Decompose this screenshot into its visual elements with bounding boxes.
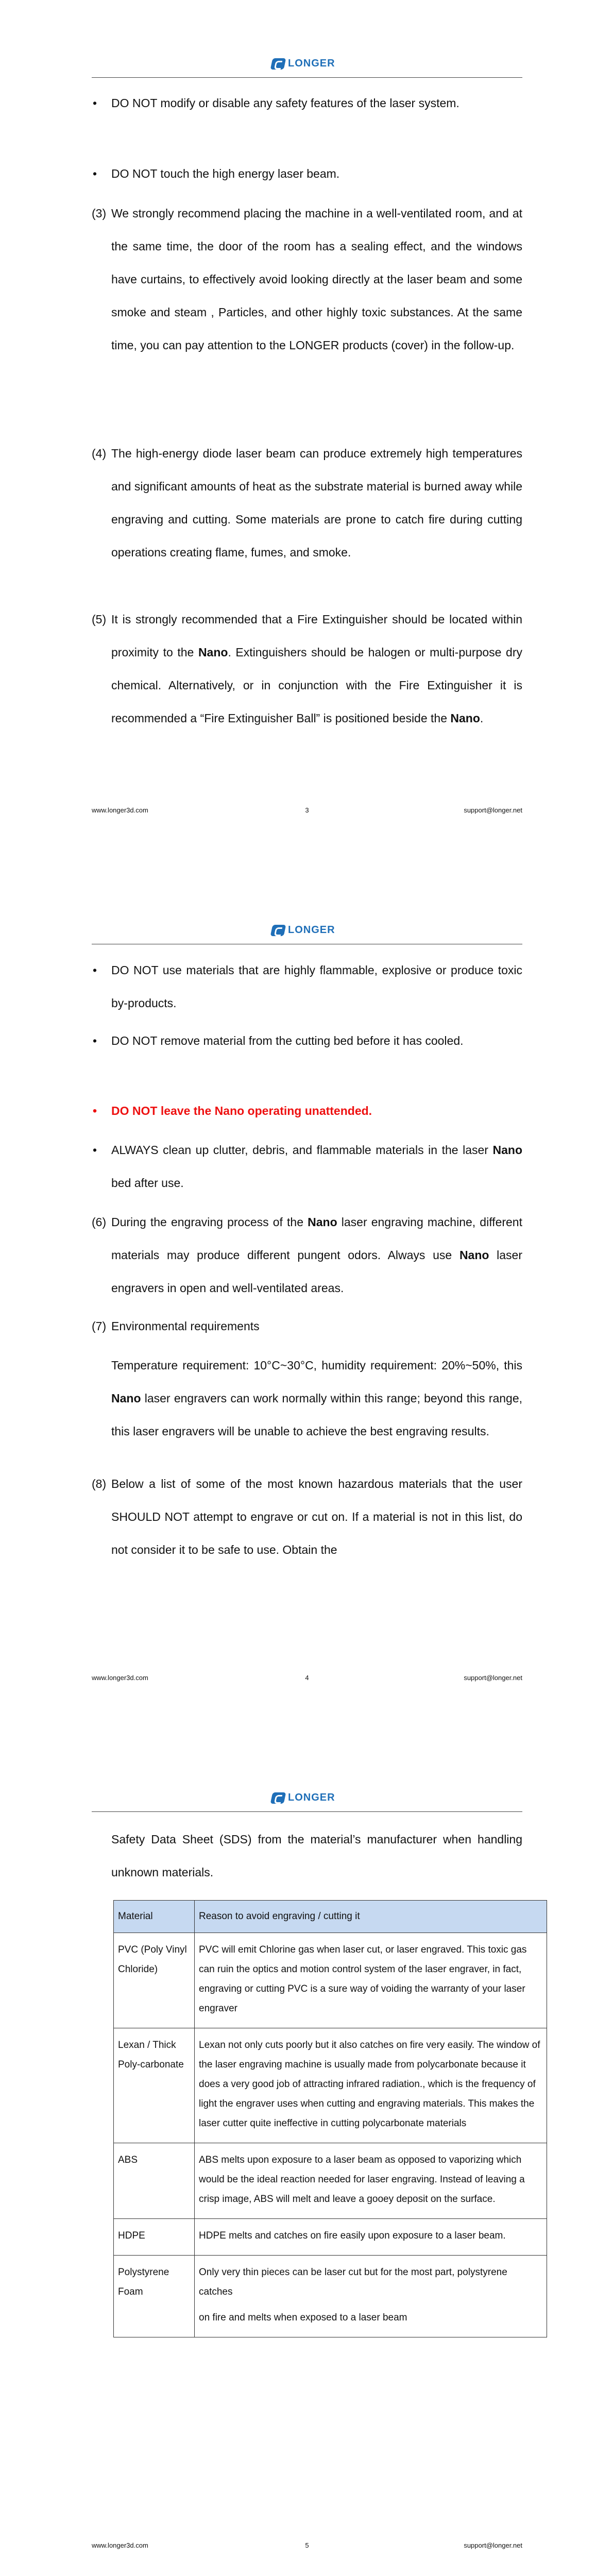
bullet-text: DO NOT use materials that are highly flammable, explosive or produce toxic by-products. [111, 963, 522, 1010]
footer-email: support@longer.net [464, 1674, 522, 1682]
paragraph-text: During the engraving process of the Nano laser engraving machine, different materials may produce different pungent odors. Always use Nano laser engravers in open and well-ventilated areas. [111, 1215, 522, 1295]
material-cell: HDPE [114, 2219, 195, 2256]
table-row [114, 2219, 547, 2256]
page-number: 5 [305, 2541, 309, 2549]
reason-text: Only very thin pieces can be laser cut but for the most part, polystyrene catches [199, 2267, 507, 2297]
paragraph-text: Safety Data Sheet (SDS) from the material’s manufacturer when handling unknown materials. [111, 1833, 522, 1879]
footer-website: www.longer3d.com [92, 806, 148, 814]
paragraph-text: It is strongly recommended that a Fire Extinguisher should be located within proximity to the Nano. Extinguishers should be halogen or multi-purpose dry chemical. Alternatively, or in conjunction with the Fire Extinguisher it is recommended a “Fire Extinguisher Ball” is positioned beside the Nano. [111, 613, 522, 725]
bullet-icon: • [93, 1143, 97, 1157]
brand-name: LONGER [288, 58, 335, 69]
paragraph-number: (5) [92, 613, 107, 626]
paragraph-text: Below a list of some of the most known hazardous materials that the user SHOULD NOT attempt to engrave or cut on. If a material is not in this list, do not consider it to be safe to use. Obtain the [111, 1477, 522, 1556]
table-row [114, 2028, 547, 2143]
bullet-text: DO NOT modify or disable any safety features of the laser system. [111, 96, 459, 110]
table-header-material: Material [114, 1901, 195, 1933]
paragraph-number: (7) [92, 1319, 107, 1333]
reason-cell [195, 2256, 547, 2337]
page-number: 3 [305, 806, 309, 814]
paragraph [92, 1823, 522, 1889]
material-cell: Polystyrene Foam [114, 2256, 195, 2337]
paragraph-text: Temperature requirement: 10°C~30°C, humidity requirement: 20%~50%, this Nano laser engravers can work normally within this range; beyond this range, this laser engravers will be unable to achieve the best engraving results. [111, 1359, 522, 1438]
footer-website: www.longer3d.com [92, 1674, 148, 1682]
bullet-icon: • [93, 963, 97, 977]
reason-cell: Lexan not only cuts poorly but it also catches on fire very easily. The window of the laser engraving machine is usually made from polycarbonate because it does a very good job of attracting infrared radiation., which is the frequency of light the engraver uses when cutting and engraving materials. This makes the laser cutter quite ineffective in cutting polycarbonate materials [195, 2028, 547, 2143]
table-row [114, 1933, 547, 2028]
material-cell: PVC (Poly Vinyl Chloride) [114, 1933, 195, 2028]
reason-cell: ABS melts upon exposure to a laser beam as opposed to vaporizing which would be the ideal reaction needed for laser engraving. Instead of leaving a crisp image, ABS will melt and leave a gooey deposit on the surface. [195, 2143, 547, 2219]
bullet-icon: • [93, 96, 97, 110]
paragraph-text: We strongly recommend placing the machine in a well-ventilated room, and at the same time, the door of the room has a sealing effect, and the windows have curtains, to effectively avoid looking directly at the laser beam and some smoke and steam , Particles, and other highly toxic substances. At the same time, you can pay attention to the LONGER products (cover) in the follow-up. [111, 207, 522, 352]
reason-cell: PVC will emit Chlorine gas when laser cut, or laser engraved. This toxic gas can ruin the optics and motion control system of the laser engraver, in fact, engraving or cutting PVC is a sure way of voiding the warranty of your laser engraver [195, 1933, 547, 2028]
reason-text-continued: on fire and melts when exposed to a laser beam [199, 2312, 407, 2323]
paragraph-text: Environmental requirements [111, 1319, 260, 1333]
bullet-icon: • [93, 167, 97, 180]
bullet-text: DO NOT remove material from the cutting bed before it has cooled. [111, 1034, 464, 1047]
bullet-icon: • [93, 1034, 97, 1047]
paragraph-text: The high-energy diode laser beam can produce extremely high temperatures and significant amounts of heat as the substrate material is burned away while engraving and cutting. Some materials are prone to catch fire during cutting operations creating flame, fumes, and smoke. [111, 447, 522, 559]
bullet-text: ALWAYS clean up clutter, debris, and flammable materials in the laser Nano bed after use. [111, 1143, 522, 1190]
hazardous-materials-table [113, 1900, 547, 2337]
table-row [114, 2143, 547, 2219]
paragraph-number: (6) [92, 1215, 107, 1229]
paragraph-number: (4) [92, 447, 107, 460]
brand-name: LONGER [288, 924, 335, 936]
reason-cell: HDPE melts and catches on fire easily upon exposure to a laser beam. [195, 2219, 547, 2256]
page-footer [92, 2541, 522, 2549]
footer-website: www.longer3d.com [92, 2541, 148, 2549]
paragraph-number: (3) [92, 207, 107, 220]
footer-email: support@longer.net [464, 806, 522, 814]
material-cell: ABS [114, 2143, 195, 2219]
material-cell: Lexan / Thick Poly-carbonate [114, 2028, 195, 2143]
table-header-row [114, 1901, 547, 1933]
longer-logo-icon [270, 1792, 286, 1804]
warning-text: DO NOT leave the Nano operating unattended. [111, 1104, 372, 1117]
brand-name: LONGER [288, 1792, 335, 1803]
table-header-reason: Reason to avoid engraving / cutting it [195, 1901, 547, 1933]
brand-logo [271, 1792, 335, 1804]
page-number: 4 [305, 1674, 309, 1682]
bullet-text: DO NOT touch the high energy laser beam. [111, 167, 340, 180]
header-rule [92, 1811, 522, 1812]
bullet-icon: • [93, 1104, 97, 1117]
table-row [114, 2256, 547, 2337]
paragraph-number: (8) [92, 1477, 107, 1490]
footer-email: support@longer.net [464, 2541, 522, 2549]
